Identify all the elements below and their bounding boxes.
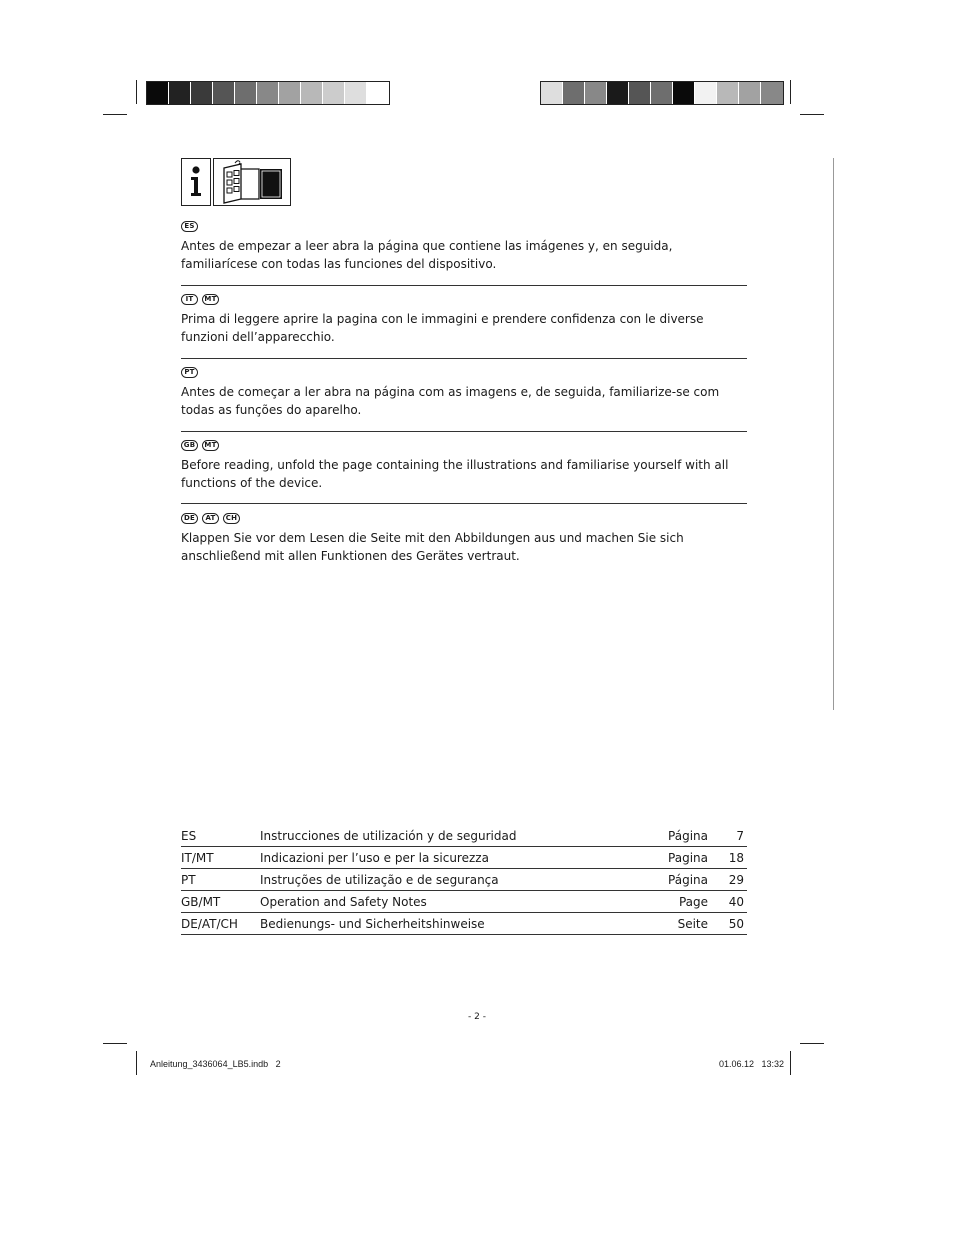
color-swatch <box>585 82 607 104</box>
color-swatch <box>651 82 673 104</box>
language-section-de-at-ch <box>181 513 747 565</box>
toc-page-word: Página <box>588 825 708 847</box>
toc-page-number: 29 <box>708 869 747 891</box>
toc-page-number: 7 <box>708 825 747 847</box>
color-swatch <box>213 82 235 104</box>
divider <box>181 503 747 504</box>
slug-filename: Anleitung_3436064_LB5.indb 2 <box>150 1059 281 1069</box>
language-section-es <box>181 221 747 273</box>
crop-mark <box>136 80 137 104</box>
fold-line <box>833 158 834 710</box>
toc-code: ES <box>181 825 260 847</box>
toc-title: Instruções de utilização e de segurança <box>260 869 588 891</box>
toc-title: Operation and Safety Notes <box>260 891 588 913</box>
language-badges <box>181 440 747 453</box>
language-badge-es: ES <box>181 221 198 232</box>
color-swatch <box>563 82 585 104</box>
registration-color-bar-right <box>540 81 784 105</box>
page-number: - 2 - <box>468 1012 486 1022</box>
language-section-pt <box>181 367 747 419</box>
toc-page-number: 18 <box>708 847 747 869</box>
table-of-contents <box>181 825 747 935</box>
language-badge-mt: MT <box>202 294 219 305</box>
color-swatch <box>235 82 257 104</box>
language-section-it-mt <box>181 294 747 346</box>
color-swatch <box>345 82 367 104</box>
toc-page-word: Pagina <box>588 847 708 869</box>
language-section-gb-mt <box>181 440 747 492</box>
language-badge-de: DE <box>181 513 198 524</box>
divider <box>181 431 747 432</box>
toc-page-word: Page <box>588 891 708 913</box>
color-swatch <box>367 82 389 104</box>
info-icon <box>181 158 211 206</box>
color-swatch <box>301 82 323 104</box>
language-badge-pt: PT <box>181 367 198 378</box>
language-badge-gb: GB <box>181 440 198 451</box>
language-badges <box>181 513 747 526</box>
toc-page-number: 40 <box>708 891 747 913</box>
crop-mark <box>800 1043 824 1044</box>
toc-code: GB/MT <box>181 891 260 913</box>
toc-title: Indicazioni per l’uso e per la sicurezza <box>260 847 588 869</box>
toc-row[interactable] <box>181 825 747 847</box>
unfold-booklet-icon <box>213 158 291 206</box>
registration-color-bar-left <box>146 81 390 105</box>
toc-row[interactable] <box>181 869 747 891</box>
toc-title: Instrucciones de utilización y de seguridad <box>260 825 588 847</box>
crop-mark <box>790 1051 791 1075</box>
language-badge-it: IT <box>181 294 198 305</box>
color-swatch <box>169 82 191 104</box>
color-swatch <box>323 82 345 104</box>
divider <box>181 285 747 286</box>
color-swatch <box>629 82 651 104</box>
language-badges <box>181 294 747 307</box>
color-swatch <box>147 82 169 104</box>
section-text: Klappen Sie vor dem Lesen die Seite mit den Abbildungen aus und machen Sie sich anschließend mit allen Funktionen des Gerätes vertraut. <box>181 531 684 563</box>
toc-row[interactable] <box>181 847 747 869</box>
toc-page-word: Página <box>588 869 708 891</box>
toc-page-word: Seite <box>588 913 708 935</box>
crop-mark <box>136 1051 137 1075</box>
section-text: Before reading, unfold the page containing the illustrations and familiarise yourself with all functions of the device. <box>181 458 729 490</box>
color-swatch <box>607 82 629 104</box>
crop-mark <box>800 114 824 115</box>
language-badges <box>181 221 747 234</box>
toc-title: Bedienungs- und Sicherheitshinweise <box>260 913 588 935</box>
color-swatch <box>191 82 213 104</box>
toc-code: PT <box>181 869 260 891</box>
section-text: Prima di leggere aprire la pagina con le immagini e prendere confidenza con le diverse funzioni dell’apparecchio. <box>181 312 704 344</box>
color-swatch <box>761 82 783 104</box>
divider <box>181 358 747 359</box>
slug-datetime: 01.06.12 13:32 <box>718 1059 784 1069</box>
language-badges <box>181 367 747 380</box>
color-swatch <box>673 82 695 104</box>
language-badge-ch: CH <box>223 513 240 524</box>
toc-row[interactable] <box>181 891 747 913</box>
crop-mark <box>103 1043 127 1044</box>
color-swatch <box>257 82 279 104</box>
toc-page-number: 50 <box>708 913 747 935</box>
crop-mark <box>103 114 127 115</box>
section-text: Antes de começar a ler abra na página com as imagens e, de seguida, familiarize-se com todas as funções do aparelho. <box>181 385 720 417</box>
toc-row[interactable] <box>181 913 747 935</box>
toc-code: IT/MT <box>181 847 260 869</box>
section-text: Antes de empezar a leer abra la página que contiene las imágenes y, en seguida, familiarícese con todas las funciones del dispositivo. <box>181 239 673 271</box>
color-swatch <box>717 82 739 104</box>
language-badge-mt: MT <box>202 440 219 451</box>
language-badge-at: AT <box>202 513 219 524</box>
toc-code: DE/AT/CH <box>181 913 260 935</box>
color-swatch <box>739 82 761 104</box>
color-swatch <box>279 82 301 104</box>
crop-mark <box>790 80 791 104</box>
color-swatch <box>695 82 717 104</box>
color-swatch <box>541 82 563 104</box>
